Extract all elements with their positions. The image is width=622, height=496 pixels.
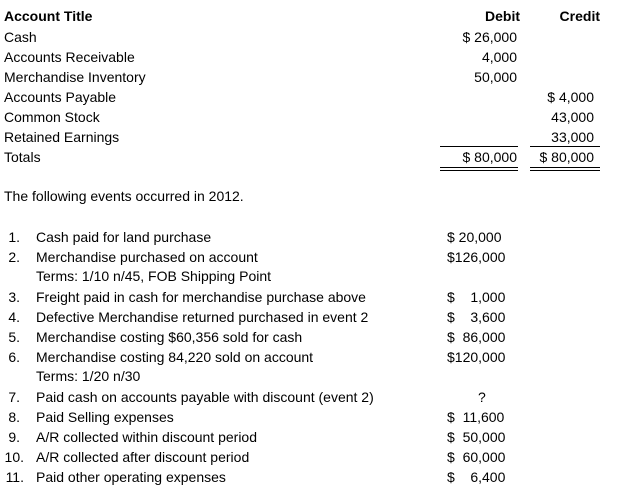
event-number: 5.: [8, 329, 20, 345]
debit-double-rule-bottom: [440, 170, 518, 171]
event-number: 8.: [8, 409, 20, 425]
totals-label: Totals: [4, 149, 41, 165]
event-amount: $ 3,600: [447, 309, 506, 325]
event-text: Merchandise costing $60,356 sold for cash: [36, 329, 303, 345]
row-title-merchandise-inventory: Merchandise Inventory: [4, 69, 146, 85]
event-text: Merchandise costing 84,220 sold on account: [36, 349, 314, 365]
totals-debit: $ 80,000: [462, 149, 517, 165]
credit-double-rule-top: [530, 167, 600, 168]
event-text: Paid cash on accounts payable with discount (event 2): [36, 389, 374, 405]
row-debit-accounts-receivable: 4,000: [481, 49, 517, 65]
row-debit-cash: $ 26,000: [462, 29, 517, 45]
event-text: A/R collected after discount period: [36, 449, 250, 465]
row-title-accounts-payable: Accounts Payable: [4, 89, 117, 105]
event-number: 11.: [5, 469, 24, 485]
row-credit-retained-earnings: 33,000: [551, 129, 594, 145]
event-number: 4.: [8, 309, 20, 325]
row-debit-merchandise-inventory: 50,000: [474, 69, 517, 85]
event-amount: ?: [478, 389, 486, 405]
event-text: Freight paid in cash for merchandise purchase above: [36, 289, 366, 305]
event-text: Merchandise purchased on account: [36, 249, 258, 265]
event-amount: $ 60,000: [447, 449, 506, 465]
event-amount: $ 20,000: [447, 229, 502, 245]
event-number: 9.: [8, 429, 20, 445]
row-title-common-stock: Common Stock: [4, 109, 100, 125]
event-text: Defective Merchandise returned purchased in event 2: [36, 309, 369, 325]
event-amount: $ 6,400: [447, 469, 506, 485]
event-terms: Terms: 1/20 n/30: [36, 368, 141, 384]
debit-double-rule-top: [440, 167, 518, 168]
event-text: Paid Selling expenses: [36, 409, 174, 425]
event-text: Paid other operating expenses: [36, 469, 226, 485]
event-number: 7.: [8, 389, 20, 405]
account-title-header: Account Title: [4, 8, 93, 24]
row-credit-common-stock: 43,000: [551, 109, 594, 125]
event-text: A/R collected within discount period: [36, 429, 258, 445]
event-text: Cash paid for land purchase: [36, 229, 212, 245]
event-amount: $126,000: [447, 249, 506, 265]
debit-header: Debit: [485, 8, 520, 24]
event-number: 2.: [8, 249, 20, 265]
event-amount: $ 86,000: [447, 329, 506, 345]
row-title-accounts-receivable: Accounts Receivable: [4, 49, 135, 65]
credit-header: Credit: [559, 8, 600, 24]
event-number: 10.: [4, 449, 24, 465]
event-number: 1.: [8, 229, 20, 245]
event-number: 3.: [8, 289, 20, 305]
event-number: 6.: [8, 349, 20, 365]
event-amount: $ 50,000: [447, 429, 506, 445]
event-amount: $ 11,600: [447, 409, 505, 425]
event-amount: $120,000: [447, 349, 506, 365]
events-intro: The following events occurred in 2012.: [4, 188, 244, 204]
row-title-retained-earnings: Retained Earnings: [4, 129, 120, 145]
credit-double-rule-bottom: [530, 170, 600, 171]
row-title-cash: Cash: [4, 29, 37, 45]
row-credit-accounts-payable: $ 4,000: [547, 89, 594, 105]
event-amount: $ 1,000: [447, 289, 506, 305]
totals-credit: $ 80,000: [539, 149, 594, 165]
event-number: [0, 366, 20, 386]
event-number: [0, 266, 20, 286]
event-terms: Terms: 1/10 n/45, FOB Shipping Point: [36, 268, 272, 284]
